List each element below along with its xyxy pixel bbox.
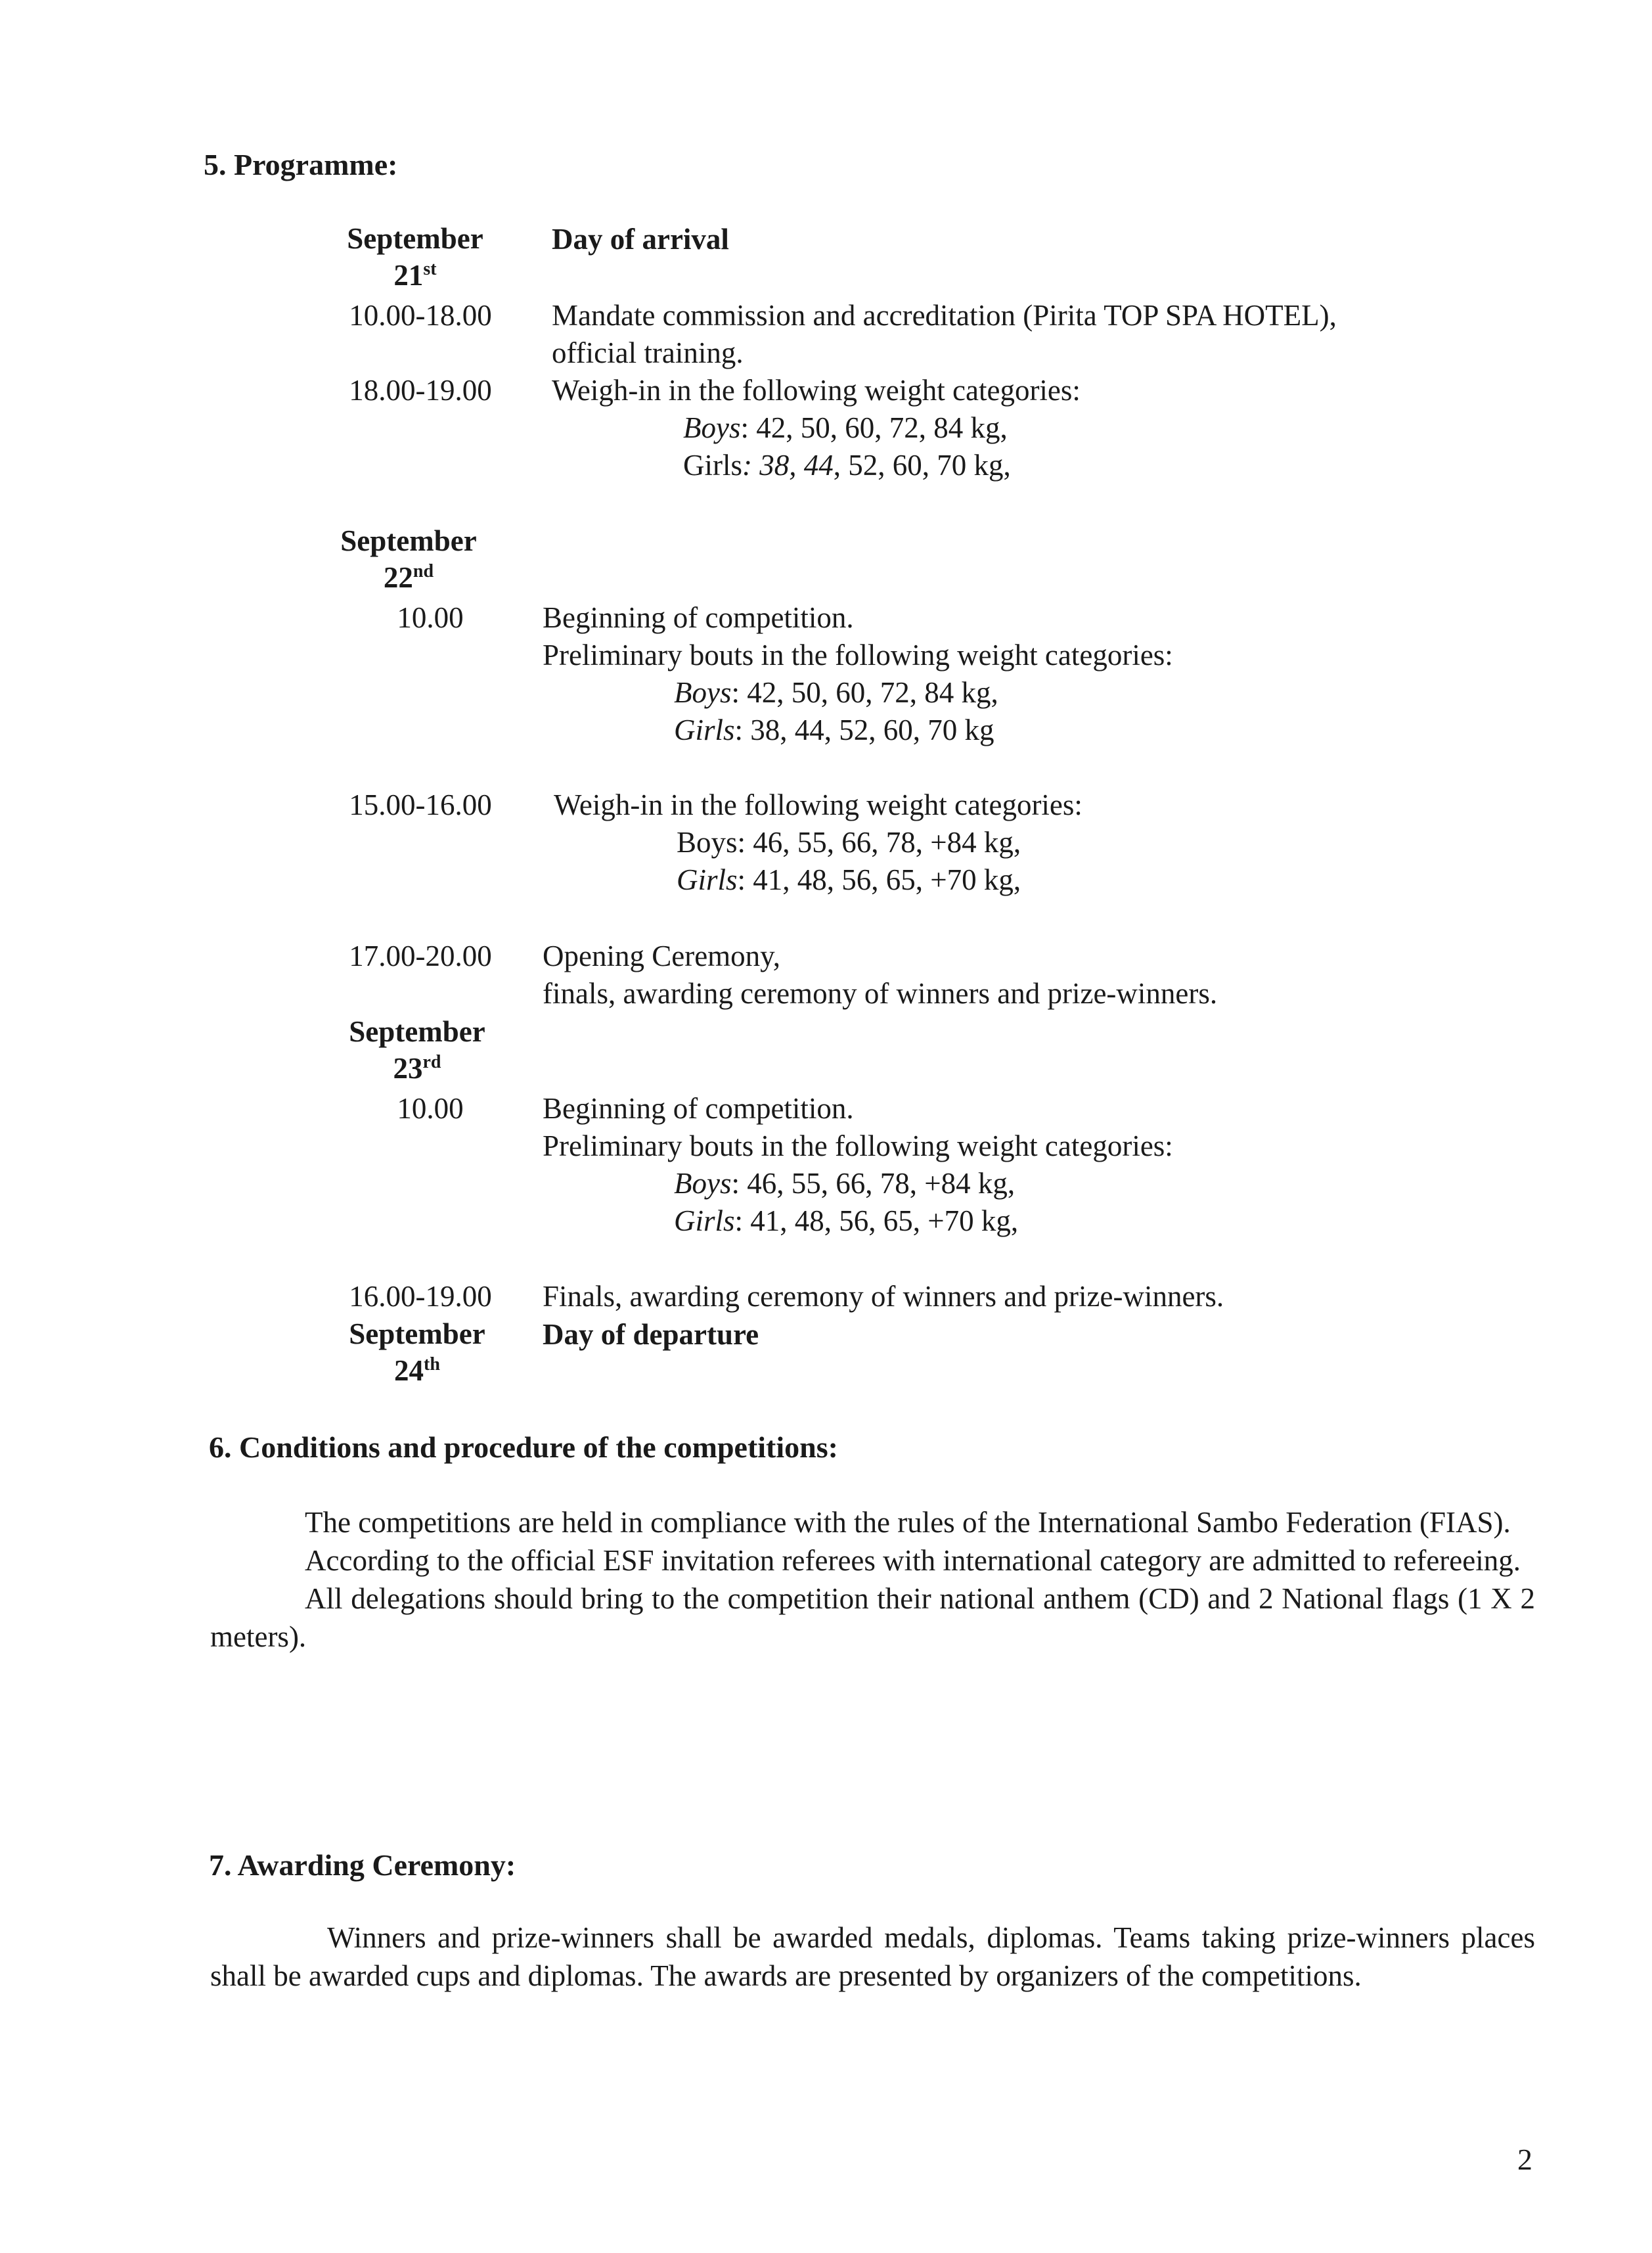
boys-categories: Boys: 42, 50, 60, 72, 84 kg, xyxy=(683,411,1008,444)
schedule-text: Mandate commission and accreditation (Pirita TOP SPA HOTEL), xyxy=(552,299,1337,332)
section-heading-programme: 5. Programme: xyxy=(204,148,398,181)
date-day: 23rd xyxy=(393,1052,441,1085)
schedule-text: finals, awarding ceremony of winners and prize-winners. xyxy=(543,977,1218,1010)
paragraph: According to the official ESF invitation referees with international category are admitted to refereeing. xyxy=(305,1544,1521,1577)
day-of-arrival-title: Day of arrival xyxy=(552,223,729,256)
date-day: 24th xyxy=(394,1354,440,1387)
time-slot: 10.00 xyxy=(397,601,464,634)
schedule-text: official training. xyxy=(552,336,744,369)
paragraph: The competitions are held in compliance with the rules of the International Sambo Federation (FIAS). xyxy=(305,1506,1511,1539)
girls-categories: Girls: 41, 48, 56, 65, +70 kg, xyxy=(677,863,1021,896)
schedule-text: Beginning of competition. xyxy=(543,1092,854,1125)
date-sept-21 xyxy=(330,220,501,294)
schedule-text: Beginning of competition. xyxy=(543,601,854,634)
girls-categories: Girls: 38, 44, 52, 60, 70 kg, xyxy=(683,449,1011,482)
page-number: 2 xyxy=(1517,2143,1532,2176)
boys-categories: Boys: 42, 50, 60, 72, 84 kg, xyxy=(674,676,998,709)
date-sept-24 xyxy=(332,1315,502,1389)
paragraph: Winners and prize-winners shall be awarded medals, diplomas. Teams taking prize-winners places shall be awarded cups and diplomas. The awards are presented by organizers of the competitions. xyxy=(210,1921,1535,1992)
schedule-text: Opening Ceremony, xyxy=(543,940,780,972)
date-month: September xyxy=(349,1015,485,1048)
date-sept-23 xyxy=(332,1013,502,1087)
date-day: 21st xyxy=(393,259,437,292)
girls-categories: Girls: 38, 44, 52, 60, 70 kg xyxy=(674,714,994,746)
boys-categories: Boys: 46, 55, 66, 78, +84 kg, xyxy=(677,826,1021,859)
conditions-text xyxy=(210,1503,1535,1656)
date-month: September xyxy=(347,222,483,255)
time-slot: 17.00-20.00 xyxy=(349,940,492,972)
section-heading-awarding: 7. Awarding Ceremony: xyxy=(209,1848,516,1882)
time-slot: 10.00-18.00 xyxy=(349,299,492,332)
time-slot: 10.00 xyxy=(397,1092,464,1125)
boys-categories: Boys: 46, 55, 66, 78, +84 kg, xyxy=(674,1167,1016,1200)
awarding-text xyxy=(210,1919,1535,1995)
paragraph: All delegations should bring to the competition their national anthem (CD) and 2 National flags (1 X 2 meters). xyxy=(210,1582,1535,1653)
date-month: September xyxy=(340,524,477,557)
schedule-text: Finals, awarding ceremony of winners and prize-winners. xyxy=(543,1280,1224,1313)
time-slot: 15.00-16.00 xyxy=(349,788,492,821)
schedule-text: Preliminary bouts in the following weight categories: xyxy=(543,1129,1173,1162)
section-heading-conditions: 6. Conditions and procedure of the competitions: xyxy=(209,1430,838,1464)
schedule-text: Preliminary bouts in the following weight categories: xyxy=(543,639,1173,671)
date-day: 22nd xyxy=(383,561,434,594)
time-slot: 18.00-19.00 xyxy=(349,374,492,407)
day-of-departure-title: Day of departure xyxy=(543,1318,759,1351)
girls-categories: Girls: 41, 48, 56, 65, +70 kg, xyxy=(674,1204,1019,1237)
time-slot: 16.00-19.00 xyxy=(349,1280,492,1313)
schedule-text: Weigh-in in the following weight categories: xyxy=(552,374,1081,407)
date-sept-22 xyxy=(323,522,494,596)
schedule-text: Weigh-in in the following weight categories: xyxy=(554,788,1083,821)
date-month: September xyxy=(349,1317,485,1350)
